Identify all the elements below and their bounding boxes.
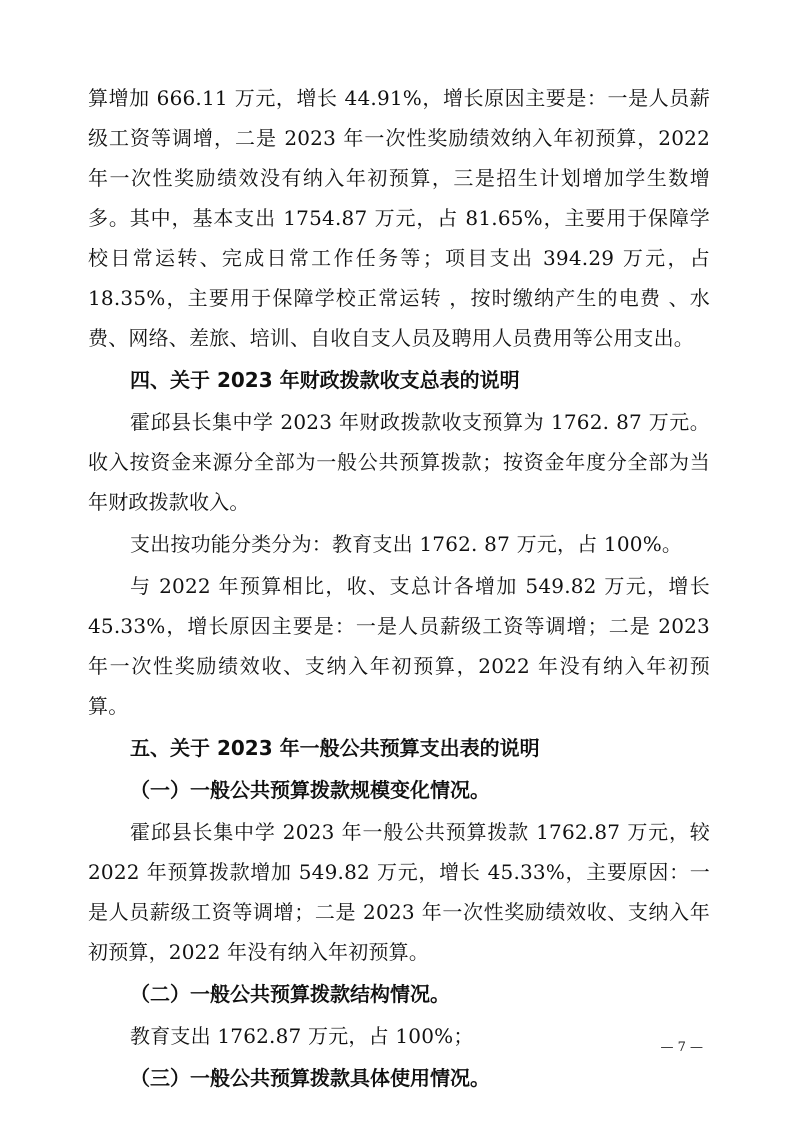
subsection-heading-1: （一）一般公共预算拨款规模变化情况。 xyxy=(130,778,490,802)
paragraph-general-budget-scale: 霍邱县长集中学 2023 年一般公共预算拨款 1762.87 万元，较 2022 年预算拨款增加 549.82 万元，增长 45.33%，主要原因：一是人员薪级工资等调增；二是 2023 年一次性奖励绩效收、支纳入年初预算，2022 年没有纳入年初预算。 xyxy=(88,820,710,964)
paragraph-functional-classification: 支出按功能分类分为：教育支出 1762. 87 万元，占 100%。 xyxy=(130,532,683,556)
paragraph-year-comparison: 与 2022 年预算相比，收、支总计各增加 549.82 万元，增长 45.33%，增长原因主要是：一是人员薪级工资等调增；二是 2023 年一次性奖励绩效收、支纳入年初预算，2022 年没有纳入年初预算。 xyxy=(88,574,710,718)
paragraph-education-expenditure: 教育支出 1762.87 万元，占 100%； xyxy=(130,1024,474,1048)
page-number: — 7 — xyxy=(660,1040,703,1055)
paragraph-fiscal-budget: 霍邱县长集中学 2023 年财政拨款收支预算为 1762. 87 万元。收入按资金来源分全部为一般公共预算拨款；按资金年度分全部为当年财政拨款收入。 xyxy=(88,410,710,514)
document-body xyxy=(88,78,710,1098)
paragraph-expenditure-detail: 算增加 666.11 万元，增长 44.91%，增长原因主要是：一是人员薪级工资等调增，二是 2023 年一次性奖励绩效纳入年初预算，2022 年一次性奖励绩效没有纳入年初预算，三是招生计划增加学生数增多。其中，基本支出 1754.87 万元，占 81.65%，主要用于保障学校日常运转、完成日常工作任务等；项目支出 394.29 万元，占 18.35%，主要用于保障学校正常运转 ，按时缴纳产生的电费 、水费、网络、差旅、培训、自收自支人员及聘用人员费用等公用支出。 xyxy=(88,86,710,350)
subsection-heading-2: （二）一般公共预算拨款结构情况。 xyxy=(130,982,450,1006)
section-heading-4: 四、关于 2023 年财政拨款收支总表的说明 xyxy=(130,368,520,392)
subsection-heading-3: （三）一般公共预算拨款具体使用情况。 xyxy=(130,1066,490,1090)
section-heading-5: 五、关于 2023 年一般公共预算支出表的说明 xyxy=(130,736,540,760)
